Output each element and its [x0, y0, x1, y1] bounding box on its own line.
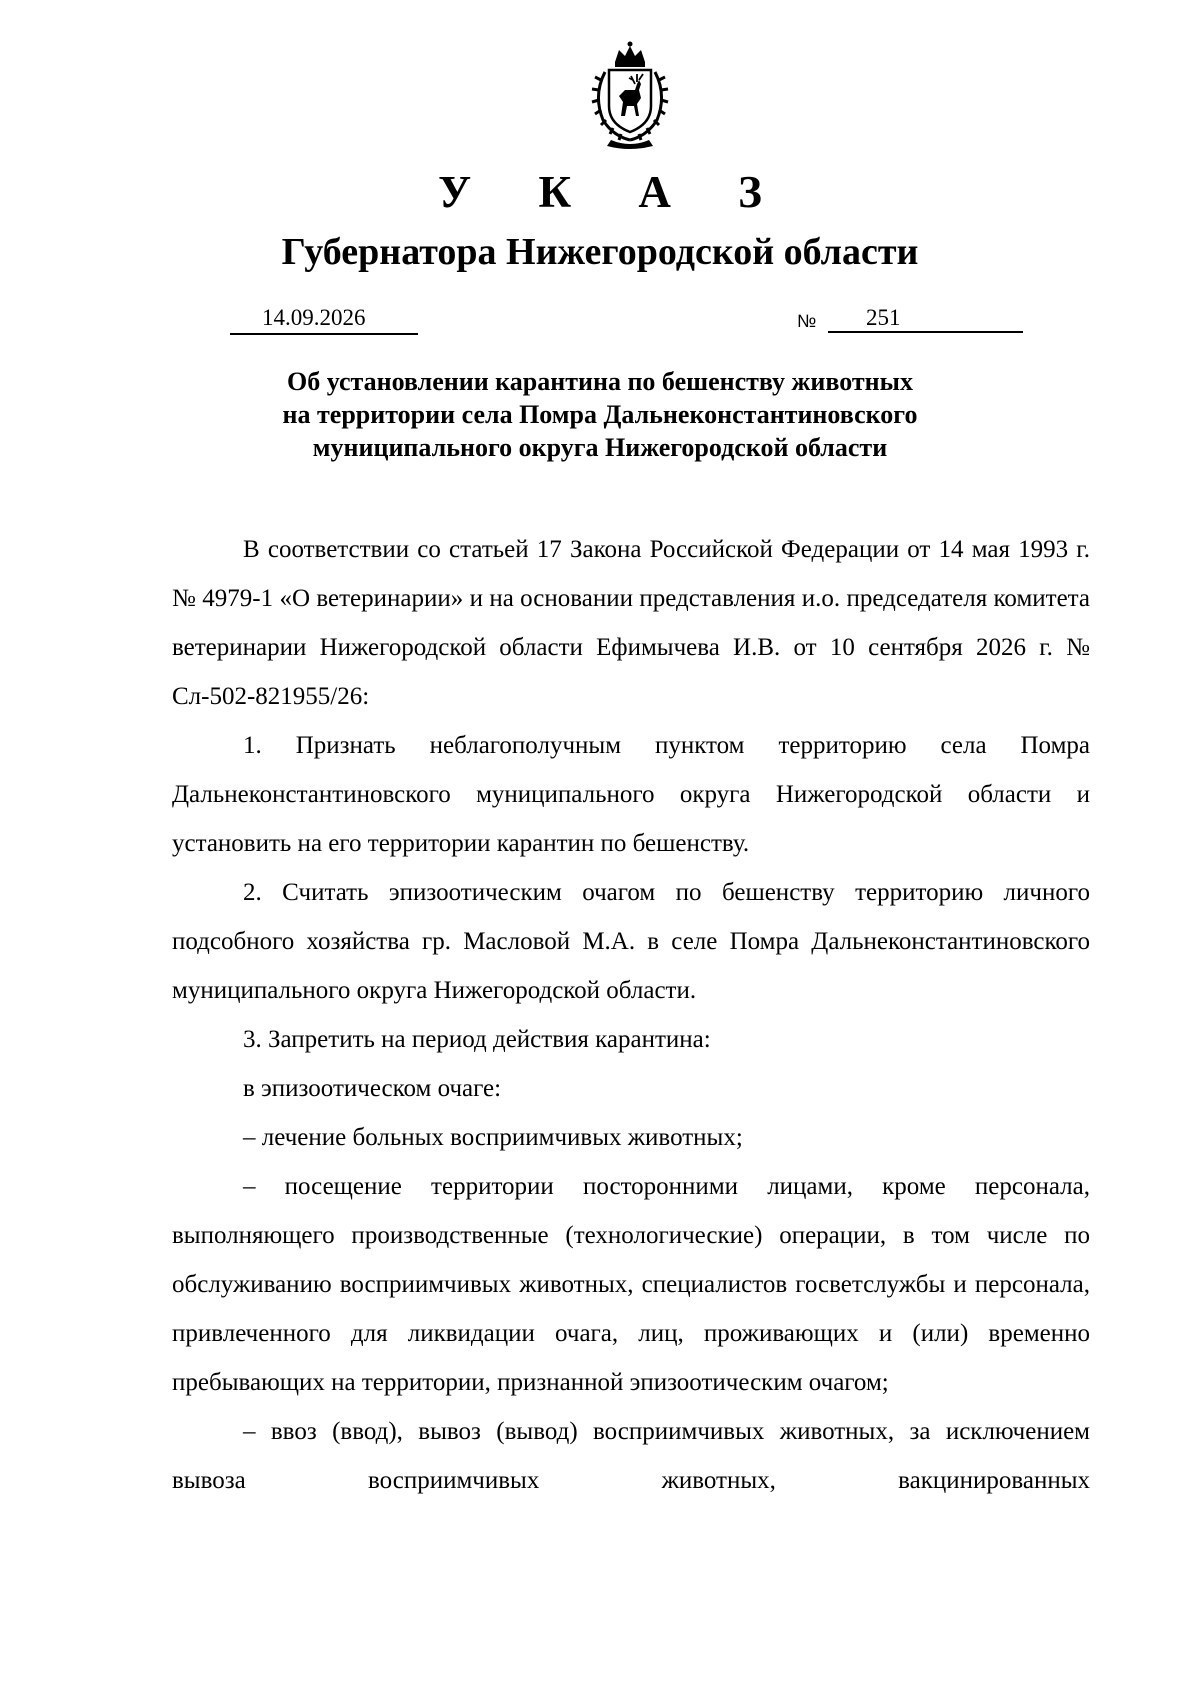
item-3-subheading: в эпизоотическом очаге: [243, 1075, 502, 1102]
number-field [828, 305, 1023, 333]
dash-item-3: – ввоз (ввод), вывоз (вывод) восприимчивых животных, за исключением вывоза восприимчивых животных, вакцинированных [172, 1418, 1090, 1494]
preamble-paragraph: В соответствии со статьей 17 Закона Российской Федерации от 14 мая 1993 г. № 4979-1 «О ветеринарии» и на основании представления и.о. председателя комитета ветеринарии Нижегородской области Ефимычева И.В. от 10 сентября 2026 г. № Сл-502-821955/26: [172, 536, 1090, 710]
document-number: 251 [866, 305, 901, 330]
item-1-paragraph: 1. Признать неблагополучным пунктом территорию села Помра Дальнеконстантиновского муниципального округа Нижегородской области и установить на его территории карантин по бешенству. [172, 732, 1090, 857]
document-body [172, 525, 1090, 1505]
document-date: 14.09.2026 [262, 305, 366, 330]
dash-item-1: – лечение больных восприимчивых животных; [243, 1124, 743, 1151]
title-line: на территории села Помра Дальнеконстантиновского [282, 400, 918, 429]
date-field [230, 305, 418, 335]
title-line: муниципального округа Нижегородской области [312, 433, 888, 462]
document-type-heading: У К А З [438, 167, 790, 217]
item-2-paragraph: 2. Считать эпизоотическим очагом по бешенству территорию личного подсобного хозяйства гр. Масловой М.А. в селе Помра Дальнеконстантиновского муниципального округа Нижегородской области. [172, 879, 1090, 1004]
issuer-heading: Губернатора Нижегородской области [281, 231, 919, 273]
item-3-paragraph: 3. Запретить на период действия карантина: [243, 1026, 711, 1053]
title-line: Об установлении карантина по бешенству животных [287, 367, 913, 396]
coat-of-arms-icon [575, 40, 685, 150]
dash-item-2: – посещение территории посторонними лицами, кроме персонала, выполняющего производственные (технологические) операции, в том числе по обслуживанию восприимчивых животных, специалистов госветслужбы и персонала, привлеченного для ликвидации очага, лиц, проживающих и (или) временно пребывающих на территории, признанной эпизоотическим очагом; [172, 1173, 1090, 1396]
number-sign: № [797, 311, 817, 331]
document-title [150, 365, 1050, 464]
